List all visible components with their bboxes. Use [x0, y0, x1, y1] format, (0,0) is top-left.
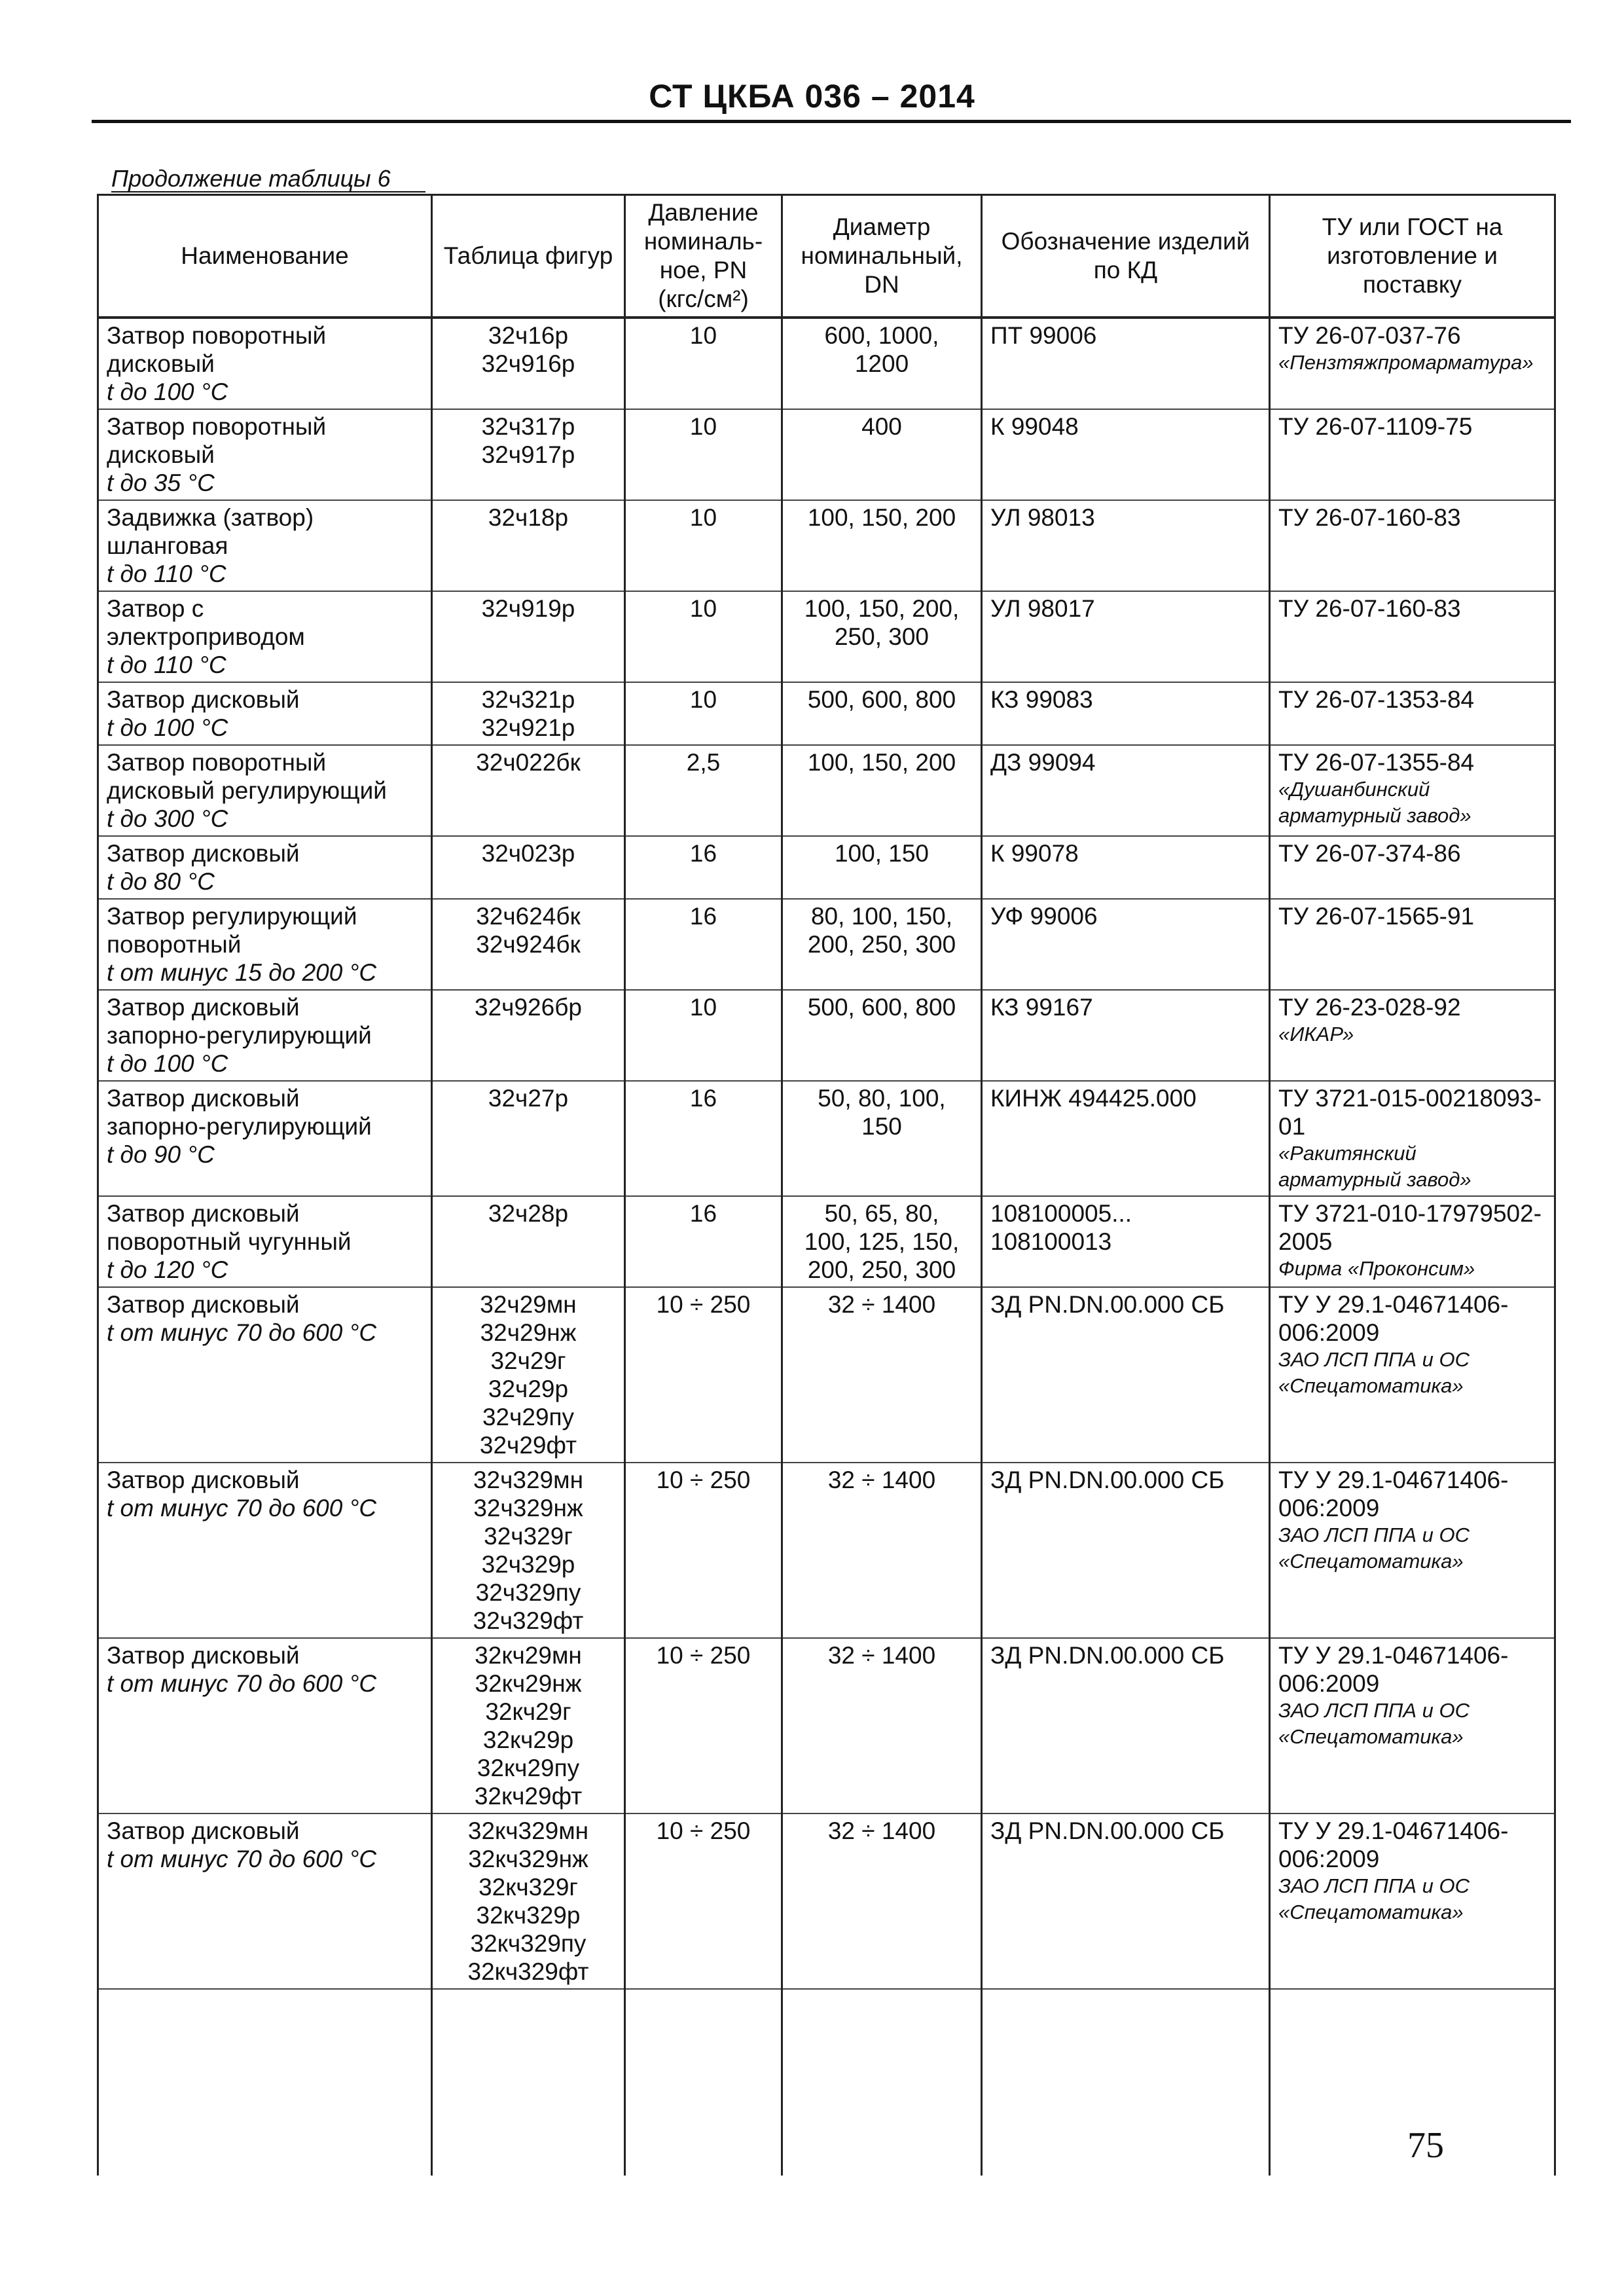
manufacturer-name: ЗАО ЛСП ППА и ОС — [1278, 1874, 1470, 1897]
item-name-line: Затвор регулирующий — [107, 903, 357, 930]
table-header-row — [98, 195, 1555, 318]
item-name-line: дисковый — [107, 350, 215, 377]
cell-designation — [982, 1638, 1270, 1813]
figure-code: 32ч329г — [484, 1523, 573, 1550]
designation-value: КИНЖ 494425.000 — [990, 1085, 1197, 1112]
standard-value: 2005 — [1278, 1228, 1333, 1255]
cell-diameter — [782, 1813, 982, 1989]
figure-code: 32ч29нж — [480, 1319, 577, 1346]
header-rule — [92, 120, 1571, 123]
figure-code: 32ч28р — [488, 1200, 569, 1227]
cell-name — [98, 1638, 432, 1813]
cell-designation — [982, 1813, 1270, 1989]
item-name-line: Затвор с — [107, 595, 204, 622]
standard-value: ТУ 26-07-1353-84 — [1278, 686, 1475, 713]
figure-code: 32ч329нж — [473, 1495, 583, 1522]
cell-pressure — [625, 1638, 782, 1813]
designation-value: ДЗ 99094 — [990, 749, 1096, 776]
pressure-value: 10 — [689, 994, 717, 1021]
cell-designation — [982, 318, 1270, 409]
diameter-value: 200, 250, 300 — [807, 1256, 956, 1283]
table-row — [98, 682, 1555, 745]
table-caption: Продолжение таблицы 6 — [111, 165, 391, 192]
figure-code: 32ч329пу — [475, 1579, 581, 1606]
diameter-value: 32 ÷ 1400 — [827, 1817, 936, 1844]
cell-pressure — [625, 1463, 782, 1638]
figure-code: 32кч29нж — [475, 1670, 582, 1697]
pressure-value: 10 — [689, 322, 717, 349]
cell-pressure — [625, 990, 782, 1081]
item-name-line: Затвор дисковый — [107, 1467, 300, 1493]
cell-name — [98, 899, 432, 990]
table-row — [98, 990, 1555, 1081]
item-name-line: Затвор дисковый — [107, 994, 300, 1021]
page-number: 75 — [1407, 2125, 1444, 2166]
cell-standard — [1270, 409, 1555, 500]
column-header-standard: ТУ или ГОСТ на изготовление и поставку — [1270, 195, 1555, 318]
column-header-name: Наименование — [98, 195, 432, 318]
item-temperature: t до 100 °С — [107, 1050, 228, 1077]
designation-value: КЗ 99167 — [990, 994, 1093, 1021]
item-name-line: шланговая — [107, 532, 228, 559]
figure-code: 32ч321р — [481, 686, 575, 713]
figure-code: 32ч329р — [481, 1551, 575, 1578]
cell-standard — [1270, 1287, 1555, 1463]
empty-cell — [982, 1989, 1270, 2176]
cell-pressure — [625, 500, 782, 591]
item-name-line: Затвор дисковый — [107, 1642, 300, 1669]
cell-diameter — [782, 1463, 982, 1638]
standard-value: ТУ 3721-010-17979502- — [1278, 1200, 1542, 1227]
figure-code: 32кч29мн — [475, 1642, 582, 1669]
item-temperature: t до 35 °С — [107, 469, 215, 496]
figure-code: 32ч29мн — [480, 1291, 577, 1318]
figure-code: 32ч624бк — [476, 903, 581, 930]
diameter-value: 150 — [861, 1113, 902, 1140]
cell-standard — [1270, 318, 1555, 409]
cell-pressure — [625, 745, 782, 836]
valves-table — [97, 194, 1556, 2176]
diameter-value: 100, 125, 150, — [804, 1228, 960, 1255]
item-name-line: Затвор поворотный — [107, 322, 327, 349]
cell-name — [98, 990, 432, 1081]
item-temperature: t до 100 °С — [107, 378, 228, 405]
item-temperature: t до 110 °С — [107, 560, 226, 587]
diameter-value: 1200 — [854, 350, 909, 377]
cell-diameter — [782, 1196, 982, 1287]
cell-designation — [982, 591, 1270, 682]
cell-standard — [1270, 899, 1555, 990]
diameter-value: 50, 80, 100, — [818, 1085, 946, 1112]
standard-value: 006:2009 — [1278, 1670, 1380, 1697]
cell-figures — [432, 500, 625, 591]
table-continuation-row — [98, 1989, 1555, 2176]
diameter-value: 100, 150, 200 — [807, 749, 956, 776]
diameter-value: 500, 600, 800 — [807, 994, 956, 1021]
item-name-line: Задвижка (затвор) — [107, 504, 314, 531]
empty-cell — [782, 1989, 982, 2176]
designation-value: КЗ 99083 — [990, 686, 1093, 713]
cell-designation — [982, 990, 1270, 1081]
table-row — [98, 1287, 1555, 1463]
cell-name — [98, 682, 432, 745]
pressure-value: 10 ÷ 250 — [656, 1817, 751, 1844]
designation-value: 108100005... — [990, 1200, 1132, 1227]
cell-pressure — [625, 318, 782, 409]
column-header-diameter: Диаметр номинальный, DN — [782, 195, 982, 318]
designation-value: К 99078 — [990, 840, 1079, 867]
cell-pressure — [625, 1196, 782, 1287]
table-row — [98, 1638, 1555, 1813]
table-row — [98, 1813, 1555, 1989]
pressure-value: 16 — [689, 840, 717, 867]
figure-code: 32ч29г — [490, 1347, 566, 1374]
cell-designation — [982, 409, 1270, 500]
figure-code: 32ч023р — [481, 840, 575, 867]
standard-value: ТУ 26-07-1565-91 — [1278, 903, 1475, 930]
diameter-value: 500, 600, 800 — [807, 686, 956, 713]
cell-diameter — [782, 591, 982, 682]
diameter-value: 32 ÷ 1400 — [827, 1291, 936, 1318]
figure-code: 32ч29пу — [482, 1404, 575, 1430]
standard-value: ТУ 26-07-1355-84 — [1278, 749, 1475, 776]
table-row — [98, 1196, 1555, 1287]
cell-diameter — [782, 318, 982, 409]
diameter-value: 32 ÷ 1400 — [827, 1642, 936, 1669]
pressure-value: 10 ÷ 250 — [656, 1467, 751, 1493]
item-name-line: электроприводом — [107, 623, 305, 650]
designation-value: УФ 99006 — [990, 903, 1098, 930]
cell-figures — [432, 1196, 625, 1287]
figure-code: 32кч329нж — [468, 1846, 588, 1872]
diameter-value: 32 ÷ 1400 — [827, 1467, 936, 1493]
diameter-value: 400 — [861, 413, 902, 440]
manufacturer-name: арматурный завод» — [1278, 1168, 1471, 1191]
cell-diameter — [782, 836, 982, 899]
cell-pressure — [625, 1813, 782, 1989]
diameter-value: 250, 300 — [834, 623, 929, 650]
standard-value: ТУ У 29.1-04671406- — [1278, 1291, 1509, 1318]
item-temperature: t от минус 70 до 600 °С — [107, 1846, 377, 1872]
table-row — [98, 318, 1555, 409]
cell-designation — [982, 1196, 1270, 1287]
standard-value: ТУ 26-07-037-76 — [1278, 322, 1461, 349]
item-name-line: Затвор дисковый — [107, 1291, 300, 1318]
item-name-line: дисковый — [107, 441, 215, 468]
standard-value: ТУ 3721-015-00218093- — [1278, 1085, 1542, 1112]
cell-standard — [1270, 1638, 1555, 1813]
cell-figures — [432, 409, 625, 500]
item-name-line: поворотный чугунный — [107, 1228, 352, 1255]
cell-designation — [982, 1081, 1270, 1196]
pressure-value: 10 — [689, 504, 717, 531]
pressure-value: 10 — [689, 686, 717, 713]
cell-name — [98, 745, 432, 836]
cell-pressure — [625, 1081, 782, 1196]
figure-code: 32ч29р — [488, 1376, 569, 1402]
item-temperature: t до 90 °С — [107, 1141, 215, 1168]
item-temperature: t до 300 °С — [107, 805, 228, 832]
figure-code: 32ч329мн — [473, 1467, 584, 1493]
figure-code: 32ч022бк — [476, 749, 581, 776]
manufacturer-name: «Ракитянский — [1278, 1142, 1416, 1165]
pressure-value: 10 ÷ 250 — [656, 1642, 751, 1669]
table-row — [98, 500, 1555, 591]
manufacturer-name: «Спецатоматика» — [1278, 1374, 1464, 1397]
standard-value: ТУ У 29.1-04671406- — [1278, 1467, 1509, 1493]
figure-code: 32ч919р — [481, 595, 575, 622]
cell-name — [98, 591, 432, 682]
cell-figures — [432, 745, 625, 836]
cell-standard — [1270, 682, 1555, 745]
standard-value: ТУ У 29.1-04671406- — [1278, 1642, 1509, 1669]
figure-code: 32ч916р — [481, 350, 575, 377]
diameter-value: 100, 150 — [834, 840, 929, 867]
cell-designation — [982, 899, 1270, 990]
table-row — [98, 409, 1555, 500]
cell-figures — [432, 682, 625, 745]
table-row — [98, 1463, 1555, 1638]
manufacturer-name: ЗАО ЛСП ППА и ОС — [1278, 1523, 1470, 1546]
cell-figures — [432, 836, 625, 899]
cell-pressure — [625, 591, 782, 682]
figure-code: 32кч29р — [482, 1726, 574, 1753]
item-temperature: t от минус 15 до 200 °С — [107, 959, 377, 986]
cell-pressure — [625, 682, 782, 745]
figure-code: 32кч29пу — [477, 1755, 580, 1781]
pressure-value: 16 — [689, 1085, 717, 1112]
item-temperature: t до 110 °С — [107, 651, 226, 678]
empty-cell — [625, 1989, 782, 2176]
standard-value: 006:2009 — [1278, 1846, 1380, 1872]
designation-value: УЛ 98017 — [990, 595, 1095, 622]
manufacturer-name: «Спецатоматика» — [1278, 1901, 1464, 1923]
cell-standard — [1270, 745, 1555, 836]
standard-value: ТУ У 29.1-04671406- — [1278, 1817, 1509, 1844]
item-temperature: t от минус 70 до 600 °С — [107, 1670, 377, 1697]
cell-diameter — [782, 409, 982, 500]
designation-value: УЛ 98013 — [990, 504, 1095, 531]
cell-standard — [1270, 591, 1555, 682]
item-name-line: запорно-регулирующий — [107, 1022, 372, 1049]
designation-value: ЗД PN.DN.00.000 СБ — [990, 1291, 1225, 1318]
cell-designation — [982, 1463, 1270, 1638]
cell-diameter — [782, 1287, 982, 1463]
cell-diameter — [782, 1081, 982, 1196]
cell-name — [98, 1287, 432, 1463]
designation-value: ЗД PN.DN.00.000 СБ — [990, 1642, 1225, 1669]
designation-value: 108100013 — [990, 1228, 1112, 1255]
cell-diameter — [782, 1638, 982, 1813]
pressure-value: 10 — [689, 595, 717, 622]
diameter-value: 100, 150, 200, — [804, 595, 960, 622]
standard-value: ТУ 26-07-374-86 — [1278, 840, 1461, 867]
cell-figures — [432, 990, 625, 1081]
cell-figures — [432, 1081, 625, 1196]
item-name-line: Затвор дисковый — [107, 1817, 300, 1844]
cell-designation — [982, 682, 1270, 745]
diameter-value: 200, 250, 300 — [807, 931, 956, 958]
standard-value: 01 — [1278, 1113, 1306, 1140]
cell-standard — [1270, 1196, 1555, 1287]
manufacturer-name: «Спецатоматика» — [1278, 1725, 1464, 1748]
standard-value: ТУ 26-23-028-92 — [1278, 994, 1461, 1021]
manufacturer-name: ЗАО ЛСП ППА и ОС — [1278, 1348, 1470, 1371]
diameter-value: 100, 150, 200 — [807, 504, 956, 531]
figure-code: 32ч924бк — [476, 931, 581, 958]
item-name-line: Затвор поворотный — [107, 413, 327, 440]
item-name-line: Затвор поворотный — [107, 749, 327, 776]
figure-code: 32ч917р — [481, 441, 575, 468]
item-temperature: t от минус 70 до 600 °С — [107, 1319, 377, 1346]
figure-code: 32ч27р — [488, 1085, 569, 1112]
pressure-value: 10 ÷ 250 — [656, 1291, 751, 1318]
figure-code: 32ч921р — [481, 714, 575, 741]
cell-diameter — [782, 500, 982, 591]
standard-value: 006:2009 — [1278, 1495, 1380, 1522]
cell-name — [98, 409, 432, 500]
cell-name — [98, 1196, 432, 1287]
cell-name — [98, 1813, 432, 1989]
standard-value: ТУ 26-07-160-83 — [1278, 595, 1461, 622]
cell-name — [98, 1081, 432, 1196]
table-row — [98, 591, 1555, 682]
designation-value: К 99048 — [990, 413, 1079, 440]
table-body — [98, 318, 1555, 2176]
standard-value: 006:2009 — [1278, 1319, 1380, 1346]
empty-cell — [98, 1989, 432, 2176]
item-name-line: запорно-регулирующий — [107, 1113, 372, 1140]
cell-standard — [1270, 1463, 1555, 1638]
cell-pressure — [625, 836, 782, 899]
cell-figures — [432, 318, 625, 409]
pressure-value: 10 — [689, 413, 717, 440]
manufacturer-name: «Душанбинский — [1278, 778, 1430, 801]
item-temperature: t от минус 70 до 600 °С — [107, 1495, 377, 1522]
cell-standard — [1270, 500, 1555, 591]
cell-pressure — [625, 1287, 782, 1463]
cell-figures — [432, 1638, 625, 1813]
item-temperature: t до 120 °С — [107, 1256, 228, 1283]
cell-designation — [982, 836, 1270, 899]
figure-code: 32кч329фт — [467, 1958, 589, 1985]
table-row — [98, 1081, 1555, 1196]
manufacturer-name: «Спецатоматика» — [1278, 1550, 1464, 1573]
pressure-value: 16 — [689, 1200, 717, 1227]
manufacturer-name: ЗАО ЛСП ППА и ОС — [1278, 1699, 1470, 1722]
pressure-value: 2,5 — [686, 749, 721, 776]
column-header-pressure: Давление номиналь-ное, PN (кгс/см²) — [625, 195, 782, 318]
figure-code: 32кч329пу — [470, 1930, 586, 1957]
designation-value: ЗД PN.DN.00.000 СБ — [990, 1467, 1225, 1493]
cell-standard — [1270, 990, 1555, 1081]
table-row — [98, 836, 1555, 899]
manufacturer-name: «ИКАР» — [1278, 1023, 1354, 1046]
table-row — [98, 745, 1555, 836]
document-header-title: СТ ЦКБА 036 – 2014 — [649, 78, 975, 115]
cell-pressure — [625, 409, 782, 500]
cell-designation — [982, 745, 1270, 836]
cell-diameter — [782, 990, 982, 1081]
figure-code: 32ч317р — [481, 413, 575, 440]
cell-name — [98, 1463, 432, 1638]
column-header-figures: Таблица фигур — [432, 195, 625, 318]
item-name-line: дисковый регулирующий — [107, 777, 387, 804]
cell-diameter — [782, 745, 982, 836]
cell-figures — [432, 899, 625, 990]
diameter-value: 80, 100, 150, — [810, 903, 953, 930]
cell-designation — [982, 1287, 1270, 1463]
designation-value: ПТ 99006 — [990, 322, 1097, 349]
column-header-designation: Обозначение изделий по КД — [982, 195, 1270, 318]
figure-code: 32кч329мн — [467, 1817, 589, 1844]
figure-code: 32ч926бр — [475, 994, 582, 1021]
cell-figures — [432, 591, 625, 682]
figure-code: 32ч29фт — [479, 1432, 577, 1459]
table-row — [98, 899, 1555, 990]
pressure-value: 16 — [689, 903, 717, 930]
cell-standard — [1270, 836, 1555, 899]
figure-code: 32кч29фт — [474, 1783, 583, 1810]
cell-figures — [432, 1813, 625, 1989]
item-name-line: Затвор дисковый — [107, 840, 300, 867]
cell-diameter — [782, 899, 982, 990]
cell-name — [98, 836, 432, 899]
item-temperature: t до 100 °С — [107, 714, 228, 741]
cell-standard — [1270, 1813, 1555, 1989]
manufacturer-name: арматурный завод» — [1278, 804, 1471, 827]
cell-designation — [982, 500, 1270, 591]
figure-code: 32ч16р — [488, 322, 569, 349]
figure-code: 32кч329г — [478, 1874, 578, 1901]
item-name-line: Затвор дисковый — [107, 1200, 300, 1227]
cell-standard — [1270, 1081, 1555, 1196]
cell-pressure — [625, 899, 782, 990]
item-name-line: поворотный — [107, 931, 242, 958]
item-name-line: Затвор дисковый — [107, 686, 300, 713]
figure-code: 32ч18р — [488, 504, 569, 531]
figure-code: 32кч29г — [485, 1698, 571, 1725]
standard-value: ТУ 26-07-1109-75 — [1278, 413, 1473, 440]
caption-underline — [111, 191, 425, 192]
standard-value: ТУ 26-07-160-83 — [1278, 504, 1461, 531]
empty-cell — [432, 1989, 625, 2176]
cell-name — [98, 500, 432, 591]
item-name-line: Затвор дисковый — [107, 1085, 300, 1112]
cell-figures — [432, 1287, 625, 1463]
diameter-value: 600, 1000, — [824, 322, 939, 349]
item-temperature: t до 80 °С — [107, 868, 215, 895]
manufacturer-name: «Пензтяжпромарматура» — [1278, 351, 1534, 374]
cell-name — [98, 318, 432, 409]
manufacturer-name: Фирма «Проконсим» — [1278, 1257, 1475, 1280]
diameter-value: 50, 65, 80, — [824, 1200, 939, 1227]
cell-figures — [432, 1463, 625, 1638]
figure-code: 32кч329р — [476, 1902, 581, 1929]
designation-value: ЗД PN.DN.00.000 СБ — [990, 1817, 1225, 1844]
figure-code: 32ч329фт — [473, 1607, 584, 1634]
cell-diameter — [782, 682, 982, 745]
